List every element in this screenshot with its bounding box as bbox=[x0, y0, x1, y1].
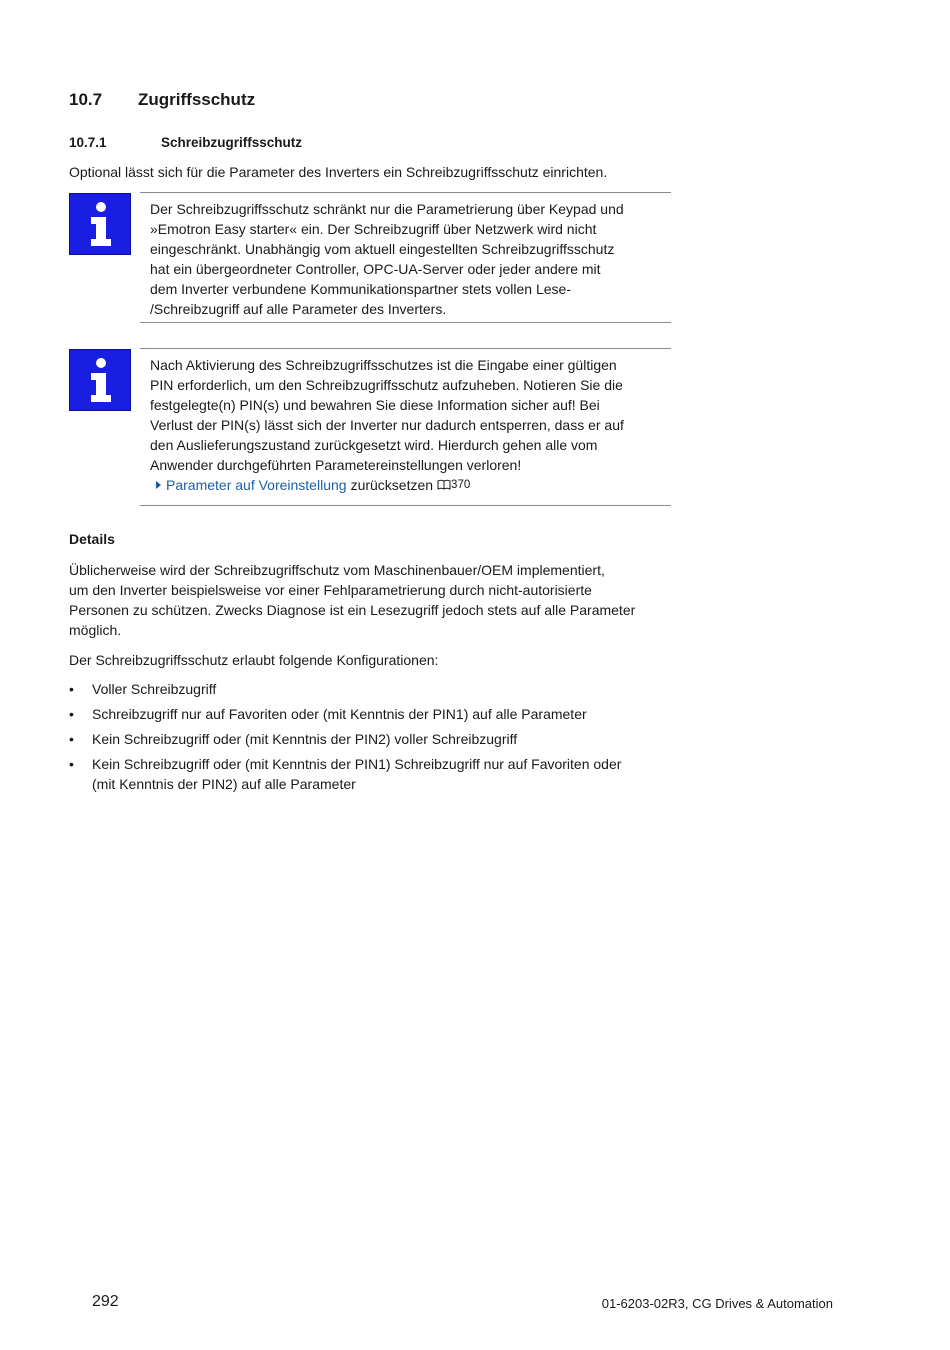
info-note-1 bbox=[140, 192, 671, 323]
section-title: Zugriffsschutz bbox=[138, 90, 256, 109]
book-icon bbox=[437, 475, 451, 495]
list-item-text: Voller Schreibzugriff bbox=[92, 681, 217, 697]
note-1-text bbox=[140, 199, 671, 319]
section-number: 10.7 bbox=[69, 90, 103, 109]
note-line: festgelegte(n) PIN(s) und bewahren Sie diese Information sicher auf! Bei bbox=[150, 397, 600, 413]
note-line: Nach Aktivierung des Schreibzugriffsschutzes ist die Eingabe einer gültigen bbox=[150, 357, 617, 373]
link-suffix: zurücksetzen bbox=[350, 477, 434, 493]
note-line: dem Inverter verbundene Kommunikationspartner stets vollen Lese- bbox=[150, 281, 571, 297]
bullet-icon: • bbox=[69, 756, 74, 772]
note-line: Anwender durchgeführten Parametereinstellungen verloren! bbox=[150, 457, 522, 473]
note-line: »Emotron Easy starter« ein. Der Schreibzugriff über Netzwerk wird nicht bbox=[150, 221, 597, 237]
note-line: Verlust der PIN(s) lässt sich der Inverter nur dadurch entsperren, dass er auf bbox=[150, 417, 624, 433]
list-item bbox=[69, 679, 669, 699]
note-line: eingeschränkt. Unabhängig vom aktuell eingestellten Schreibzugriffsschutz bbox=[150, 241, 615, 257]
list-item-line: (mit Kenntnis der PIN2) auf alle Parameter bbox=[92, 776, 356, 792]
note-line: PIN erforderlich, um den Schreibzugriffsschutz aufzuheben. Notieren Sie die bbox=[150, 377, 623, 393]
intro-paragraph: Optional lässt sich für die Parameter des Inverters ein Schreibzugriffsschutz einrichten. bbox=[69, 164, 608, 180]
configuration-list bbox=[69, 679, 669, 799]
list-item-text bbox=[92, 754, 621, 794]
document-id: 01-6203-02R3, CG Drives & Automation bbox=[601, 1296, 833, 1311]
bullet-icon: • bbox=[69, 681, 74, 697]
bullet-icon: • bbox=[69, 706, 74, 722]
note-2-text bbox=[140, 355, 671, 475]
details-heading: Details bbox=[69, 531, 115, 547]
list-item-line: Kein Schreibzugriff oder (mit Kenntnis der PIN1) Schreibzugriff nur auf Favoriten oder bbox=[92, 756, 622, 772]
configurations-intro: Der Schreibzugriffsschutz erlaubt folgende Konfigurationen: bbox=[69, 652, 439, 668]
bullet-icon: • bbox=[69, 731, 74, 747]
list-item-text: Schreibzugriff nur auf Favoriten oder (mit Kenntnis der PIN1) auf alle Parameter bbox=[92, 706, 587, 722]
list-item-text: Kein Schreibzugriff oder (mit Kenntnis der PIN2) voller Schreibzugriff bbox=[92, 731, 518, 747]
info-icon bbox=[69, 349, 131, 411]
list-item bbox=[69, 704, 669, 724]
note-line: hat ein übergeordneter Controller, OPC-UA-Server oder jeder andere mit bbox=[150, 261, 601, 277]
details-paragraph bbox=[69, 560, 669, 640]
cross-reference bbox=[140, 475, 671, 495]
arrow-right-icon bbox=[156, 481, 161, 489]
info-icon bbox=[69, 193, 131, 255]
subsection-heading bbox=[69, 135, 302, 150]
paragraph-line: um den Inverter beispielsweise vor einer Fehlparametrierung durch nicht-autorisierte bbox=[69, 582, 592, 598]
note-line: /Schreibzugriff auf alle Parameter des Inverters. bbox=[150, 301, 447, 317]
page-number: 292 bbox=[92, 1293, 119, 1310]
page-reference[interactable]: 370 bbox=[451, 479, 471, 491]
info-note-2 bbox=[140, 348, 671, 506]
note-line: den Auslieferungszustand zurückgesetzt wird. Hierdurch gehen alle vom bbox=[150, 437, 598, 453]
list-item bbox=[69, 754, 669, 794]
paragraph-line: Personen zu schützen. Zwecks Diagnose ist ein Lesezugriff jedoch stets auf alle Parameter bbox=[69, 602, 636, 618]
parameter-reset-link[interactable]: Parameter auf Voreinstellung bbox=[166, 477, 347, 493]
subsection-title: Schreibzugriffsschutz bbox=[161, 135, 303, 150]
section-heading bbox=[69, 90, 255, 110]
note-line: Der Schreibzugriffsschutz schränkt nur die Parametrierung über Keypad und bbox=[150, 201, 624, 217]
list-item bbox=[69, 729, 669, 749]
paragraph-line: Üblicherweise wird der Schreibzugriffschutz vom Maschinenbauer/OEM implementiert, bbox=[69, 562, 605, 578]
paragraph-line: möglich. bbox=[69, 622, 122, 638]
subsection-number: 10.7.1 bbox=[69, 135, 107, 150]
